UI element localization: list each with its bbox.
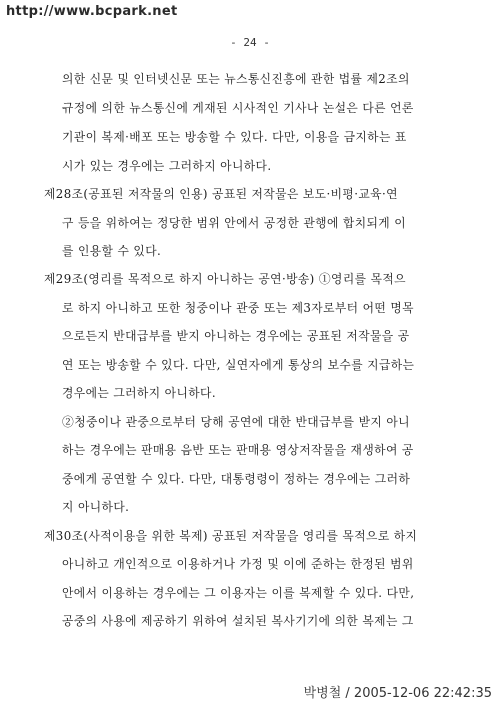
footer-stamp: 박병철 / 2005-12-06 22:42:35 xyxy=(303,686,492,701)
article-heading-line: 제28조(공표된 저작물의 인용) 공표된 저작물은 보도·비평·교육·연 xyxy=(44,187,398,201)
text-line: 연 또는 방송할 수 있다. 다만, 실연자에게 통상의 보수를 지급하는 xyxy=(62,358,415,372)
text-line: 경우에는 그러하지 아니하다. xyxy=(62,386,216,400)
article-heading-line: 제29조(영리를 목적으로 하지 아니하는 공연·방송) ①영리를 목적으 xyxy=(44,272,406,286)
paragraph-start-line: ②청중이나 관중으로부터 당해 공연에 대한 반대급부를 받지 아니 xyxy=(62,415,410,429)
text-line: 를 인용할 수 있다. xyxy=(62,244,162,258)
text-line: 구 등을 위하여는 정당한 범위 안에서 공정한 관행에 합치되게 이 xyxy=(62,216,407,230)
text-line: 규정에 의한 뉴스통신에 게재된 시사적인 기사나 논설은 다른 언론 xyxy=(62,101,414,115)
page-number: - 24 - xyxy=(230,36,270,49)
text-line: 중에게 공연할 수 있다. 다만, 대통령령이 정하는 경우에는 그러하 xyxy=(62,472,411,486)
text-line: 하는 경우에는 판매용 음반 또는 판매용 영상저작물을 재생하여 공 xyxy=(62,443,414,457)
text-line: 아니하고 개인적으로 이용하거나 가정 및 이에 준하는 한정된 범위 xyxy=(62,557,414,571)
site-watermark: http://www.bcpark.net xyxy=(6,4,178,19)
text-line: 로 하지 아니하고 또한 청중이나 관중 또는 제3자로부터 어떤 명목 xyxy=(62,301,414,315)
text-line: 으로든지 반대급부를 받지 아니하는 경우에는 공표된 저작물을 공 xyxy=(62,329,410,343)
text-line: 의한 신문 및 인터넷신문 또는 뉴스통신진흥에 관한 법률 제2조의 xyxy=(62,72,410,86)
article-heading-line: 제30조(사적이용을 위한 복제) 공표된 저작물을 영리를 목적으로 하지 xyxy=(44,529,418,543)
text-line: 지 아니하다. xyxy=(62,500,130,514)
text-line: 안에서 이용하는 경우에는 그 이용자는 이를 복제할 수 있다. 다만, xyxy=(62,586,415,600)
text-line: 시가 있는 경우에는 그러하지 아니하다. xyxy=(62,159,272,173)
text-line: 기관이 복제·배포 또는 방송할 수 있다. 다만, 이용을 금지하는 표 xyxy=(62,130,407,144)
text-line: 공중의 사용에 제공하기 위하여 설치된 복사기기에 의한 복제는 그 xyxy=(62,614,414,628)
